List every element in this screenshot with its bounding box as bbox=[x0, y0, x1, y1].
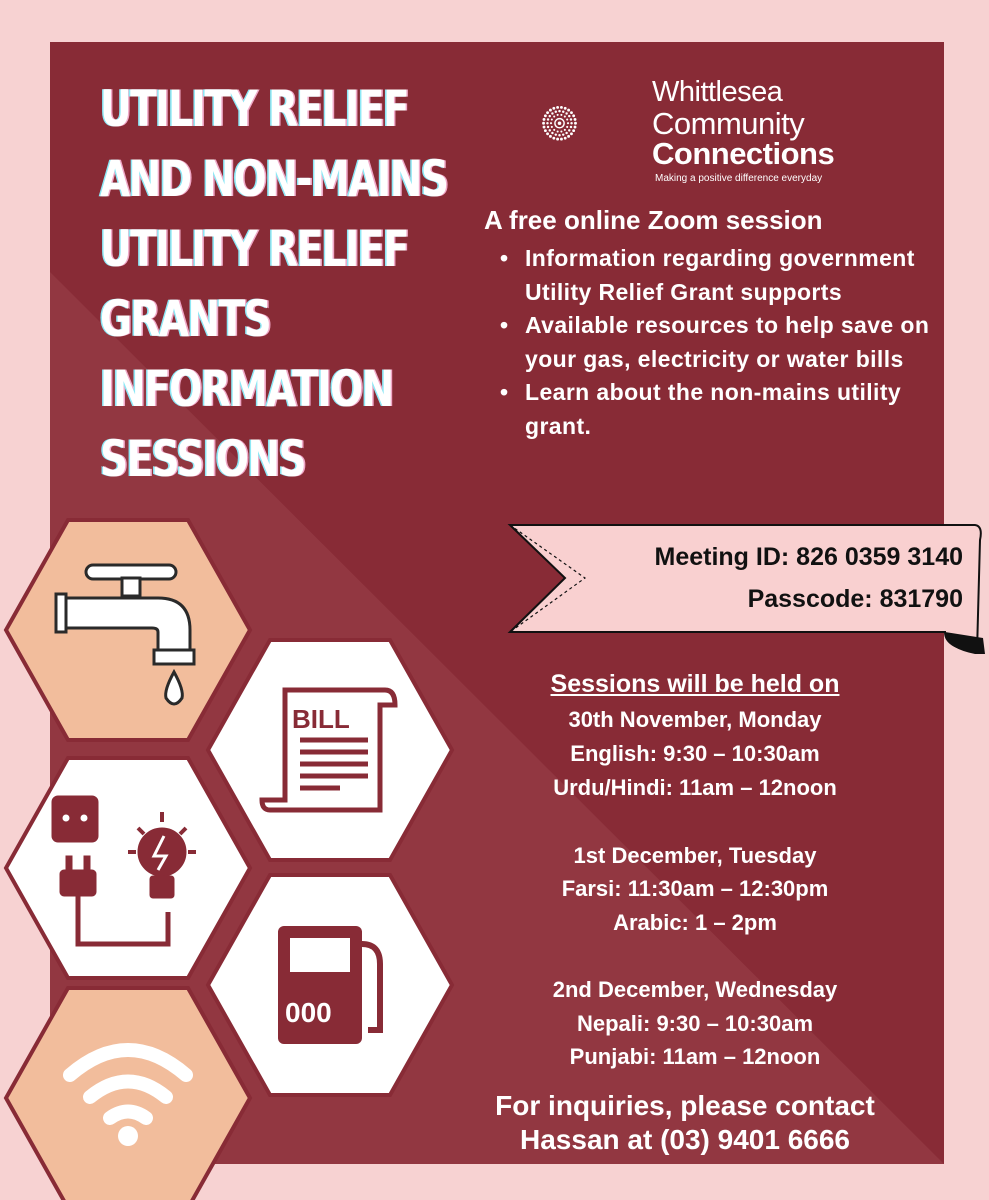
zoom-heading: A free online Zoom session bbox=[484, 205, 823, 235]
logo-text-line1: Whittlesea bbox=[652, 76, 783, 108]
session-time: Farsi: 11:30am – 12:30pm bbox=[561, 876, 829, 901]
hex-power bbox=[6, 758, 250, 978]
session-date: 1st December, Tuesday bbox=[573, 843, 817, 868]
meeting-passcode: Passcode: 831790 bbox=[747, 585, 963, 613]
session-time: Urdu/Hindi: 11am – 12noon bbox=[553, 775, 837, 800]
bill-label: BILL bbox=[292, 704, 350, 734]
contact-line1: For inquiries, please contact bbox=[495, 1090, 875, 1121]
contact-line2: Hassan at (03) 9401 6666 bbox=[520, 1124, 850, 1155]
bullet-item: • Available resources to help save on your gas, electricity or water bills bbox=[500, 309, 940, 376]
title-line: INFORMATION bbox=[100, 360, 393, 418]
bullet-item: • Information regarding government Utility Relief Grant supports bbox=[500, 242, 940, 309]
session-date: 30th November, Monday bbox=[568, 707, 822, 732]
session-time: Nepali: 9:30 – 10:30am bbox=[576, 1011, 814, 1036]
bullet-item: • Learn about the non-mains utility grant. bbox=[500, 376, 940, 443]
session-date: 2nd December, Wednesday bbox=[552, 977, 838, 1002]
sessions-heading: Sessions will be held on bbox=[550, 670, 840, 698]
session-time: English: 9:30 – 10:30am bbox=[570, 741, 820, 766]
wifi-dot bbox=[118, 1126, 138, 1146]
title-line: AND NON-MAINS bbox=[100, 150, 448, 208]
meeting-id: Meeting ID: 826 0359 3140 bbox=[654, 543, 963, 571]
session-time: Punjabi: 11am – 12noon bbox=[569, 1044, 821, 1069]
hex-meter bbox=[208, 875, 452, 1095]
hex-bill bbox=[208, 640, 452, 860]
session-time: Arabic: 1 – 2pm bbox=[613, 910, 777, 935]
hex-wifi bbox=[6, 988, 250, 1200]
hex-tap bbox=[6, 520, 250, 740]
title-line: UTILITY RELIEF bbox=[100, 80, 409, 138]
title-line: SESSIONS bbox=[100, 430, 306, 488]
logo-text-line2: Community bbox=[652, 106, 805, 141]
logo-text-line3: Connections bbox=[652, 136, 835, 171]
meter-digits: 000 bbox=[285, 997, 332, 1028]
logo-tagline: Making a positive difference everyday bbox=[655, 173, 823, 184]
title-line: GRANTS bbox=[100, 290, 271, 348]
title-line: UTILITY RELIEF bbox=[100, 220, 409, 278]
